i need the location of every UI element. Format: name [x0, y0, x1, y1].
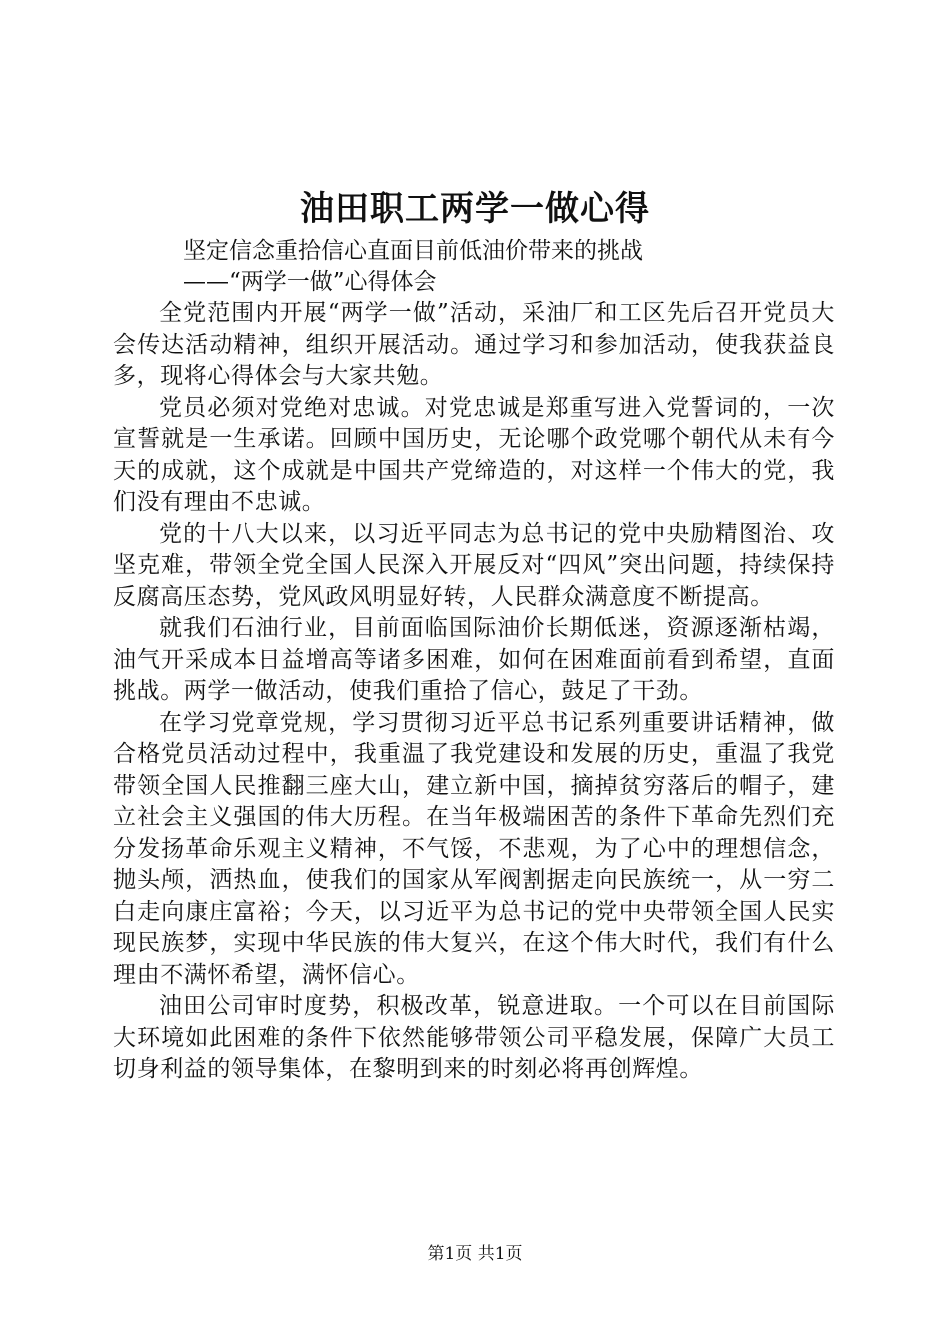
paragraph: 党员必须对党绝对忠诚。对党忠诚是郑重写进入党誓词的，一次宣誓就是一生承诺。回顾中国历史，无论哪个政党哪个朝代从未有今天的成就，这个成就是中国共产党缔造的，对这样一个伟大的党，我们没有理由不忠诚。: [113, 394, 835, 515]
page-footer: 第1页 共1页: [427, 1244, 523, 1264]
paragraph: 油田公司审时度势，积极改革，锐意进取。一个可以在目前国际大环境如此困难的条件下依然能够带领公司平稳发展，保障广大员工切身利益的领导集体，在黎明到来的时刻必将再创辉煌。: [113, 993, 835, 1082]
paragraph: 党的十八大以来，以习近平同志为总书记的党中央励精图治、攻坚克难，带领全党全国人民深入开展反对“四风”突出问题，持续保持反腐高压态势，党风政风明显好转，人民群众满意度不断提高。: [113, 520, 835, 610]
paragraph: 就我们石油行业，目前面临国际油价长期低迷，资源逐渐枯竭，油气开采成本日益增高等诸多困难，如何在困难面前看到希望，直面挑战。两学一做活动，使我们重拾了信心，鼓足了干劲。: [113, 615, 835, 704]
paragraph: 在学习党章党规，学习贯彻习近平总书记系列重要讲话精神，做合格党员活动过程中，我重温了我党建设和发展的历史，重温了我党带领全国人民推翻三座大山，建立新中国，摘掉贫穷落后的帽子，建立社会主义强国的伟大历程。在当年极端困苦的条件下革命先烈们充分发扬革命乐观主义精神，不气馁，不悲观，为了心中的理想信念，抛头颅，洒热血，使我们的国家从军阀割据走向民族统一，从一穷二白走向康庄富裕；今天，以习近平为总书记的党中央带领全国人民实现民族梦，实现中华民族的伟大复兴，在这个伟大时代，我们有什么理由不满怀希望，满怀信心。: [113, 709, 835, 988]
document-subtitle-secondary: ——“两学一做”心得体会: [183, 269, 437, 295]
document-title: 油田职工两学一做心得: [300, 189, 650, 229]
paragraph: 全党范围内开展“两学一做”活动，采油厂和工区先后召开党员大会传达活动精神，组织开展活动。通过学习和参加活动，使我获益良多，现将心得体会与大家共勉。: [113, 300, 835, 389]
document-subtitle: 坚定信念重拾信心直面目前低油价带来的挑战: [183, 238, 643, 264]
document-body: [113, 236, 835, 1086]
